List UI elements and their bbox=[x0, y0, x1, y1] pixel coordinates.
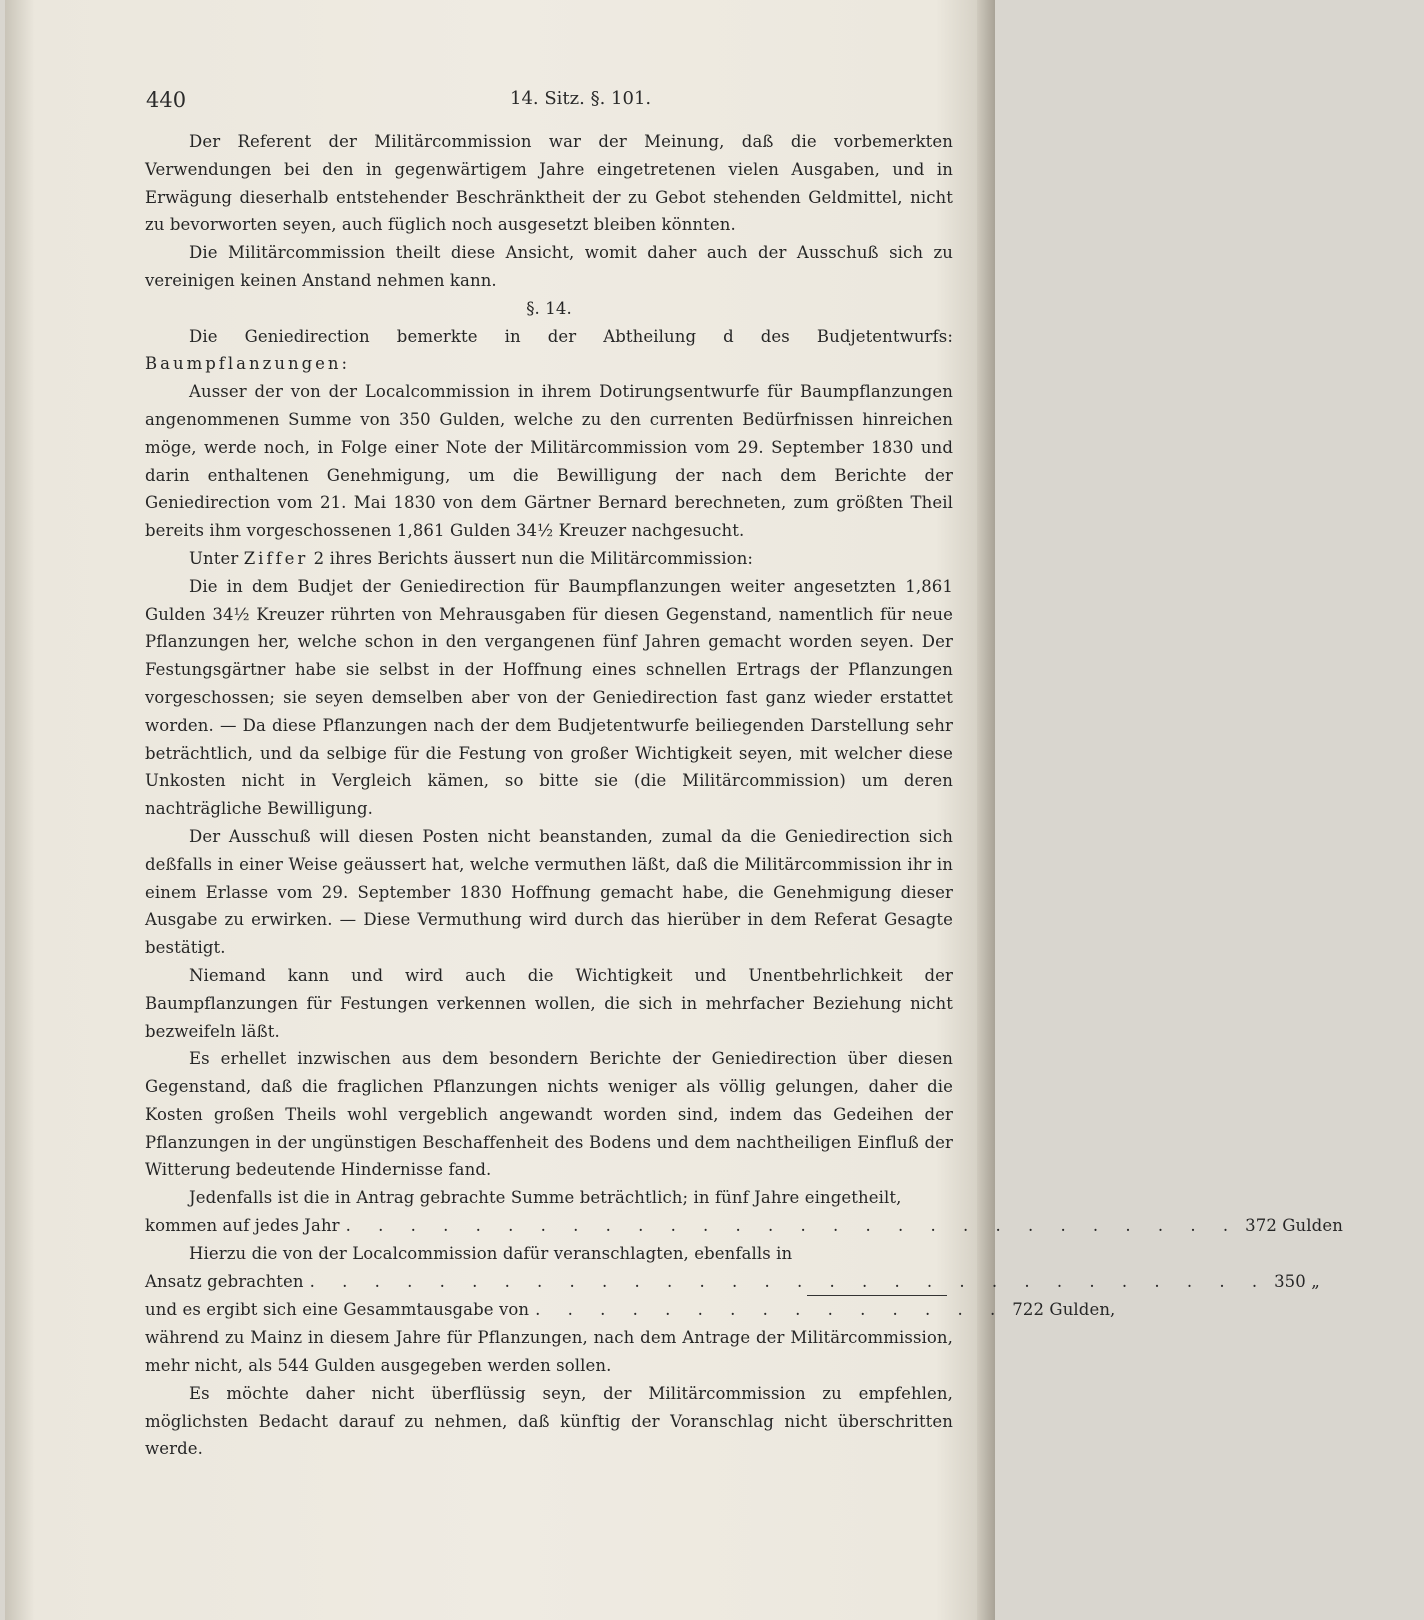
calc-row-total bbox=[145, 1296, 1116, 1324]
calc-row-local bbox=[145, 1268, 1320, 1296]
ziffer-prefix: Unter bbox=[189, 548, 239, 568]
calc-row1-label: kommen auf jedes Jahr bbox=[145, 1216, 340, 1236]
body-text bbox=[145, 128, 1343, 1463]
paragraph-closing: Es möchte daher nicht überflüssig seyn, der Militärcommission zu empfehlen, möglichsten Bedacht darauf zu nehmen, daß künftig der Voranschlag nicht überschritten werde. bbox=[145, 1383, 953, 1459]
calculation-block bbox=[145, 1184, 1343, 1380]
paragraph-erhellet: Es erhellet inzwischen aus dem besondern Berichte der Geniedirection über diesen Gegenstand, daß die fraglichen Pflanzungen nichts weniger als völlig gelungen, daher die Kosten großen Theils wohl vergeblich angewandt worden sind, indem das Gedeihen der Pflanzungen in der ungünstigen Beschaffenheit des Bodens und dem nachtheiligen Einfluß der Witterung bedeutende Hindernisse fand. bbox=[145, 1049, 953, 1180]
calc-row3-amount: 722 Gulden, bbox=[1012, 1300, 1116, 1320]
calc-intro: Jedenfalls ist die in Antrag gebrachte Summe beträchtlich; in fünf Jahre eingetheilt, bbox=[189, 1188, 902, 1208]
running-head: 14. Sitz. §. 101. bbox=[510, 88, 652, 109]
calc-row1-amount: 372 Gulden bbox=[1245, 1216, 1343, 1236]
paragraph-section-intro bbox=[145, 323, 953, 379]
page-number: 440 bbox=[146, 88, 187, 112]
calc-row-per-year bbox=[145, 1212, 1343, 1240]
paragraph-ausschuss: Der Ausschuß will diesen Posten nicht beanstanden, zumal da die Geniedirection sich deßfalls in einer Weise geäussert hat, welche vermuthen läßt, daß die Militärcommission ihr in einem Erlasse vom 29. September 1830 Hoffnung gemacht habe, die Genehmigung dieser Ausgabe zu erwirken. — Diese Vermuthung wird durch das hierüber in dem Referat Gesagte bestätigt. bbox=[145, 826, 953, 958]
paragraph-commission-view: Die Militärcommission theilt diese Ansicht, womit daher auch der Ausschuß sich zu vereinigen keinen Anstand nehmen kann. bbox=[145, 243, 953, 290]
page-edge-shadow bbox=[977, 0, 995, 1620]
calc-tail: während zu Mainz in diesem Jahre für Pflanzungen, nach dem Antrage der Militärcommission, mehr nicht, als 544 Gulden ausgegeben werden sollen. bbox=[145, 1328, 953, 1376]
page-header bbox=[0, 88, 1000, 118]
calc-row3-label: und es ergibt sich eine Gesammtausgabe von bbox=[145, 1300, 530, 1320]
section-intro-text: Die Geniedirection bemerkte in der Abtheilung d des Budjetentwurfs: bbox=[189, 326, 953, 346]
paragraph-ziffer bbox=[145, 545, 953, 573]
paragraph-budjet: Die in dem Budjet der Geniedirection für Baumpflanzungen weiter angesetzten 1,861 Gulden 34½ Kreuzer rührten von Mehrausgaben für diesen Gegenstand, namentlich für neue Pflanzungen her, welche schon in den vergangenen fünf Jahren gemacht worden seyen. Der Festungsgärtner habe sie selbst in der Hoffnung eines schnellen Ertrags der Pflanzungen vorgeschossen; sie seyen demselben aber von der Geniedirection fast ganz wieder erstattet worden. — Da diese Pflanzungen nach der dem Budjetentwurfe beiliegenden Darstellung sehr beträchtlich, und da selbige für die Festung von großer Wichtigkeit seyen, mit welcher diese Unkosten nicht in Vergleich kämen, so bitte sie (die Militärcommission) um deren nachträgliche Bewilligung. bbox=[145, 576, 953, 819]
section-heading: §. 14. bbox=[526, 298, 572, 318]
calc-row3-dots: . . . . . . . . . . . . . . . bbox=[535, 1300, 1007, 1320]
paragraph-niemand: Niemand kann und wird auch die Wichtigkeit und Unentbehrlichkeit der Baumpflanzungen für Festungen verkennen wollen, die sich in mehrfacher Beziehung nicht bezweifeln läßt. bbox=[145, 965, 953, 1041]
paragraph-ausser: Ausser der von der Localcommission in ihrem Dotirungsentwurfe für Baumpflanzungen angenommenen Summe von 350 Gulden, welche zu den currenten Bedürfnissen hinreichen möge, werde noch, in Folge einer Note der Militärcommission vom 29. September 1830 und darin enthaltenen Genehmigung, um die Bewilligung der nach dem Berichte der Geniedirection vom 21. Mai 1830 von dem Gärtner Bernard berechneten, zum größten Theil bereits ihm vorgeschossenen 1,861 Gulden 34½ Kreuzer nachgesucht. bbox=[145, 382, 953, 541]
calc-row2-label: Ansatz gebrachten bbox=[145, 1271, 304, 1291]
calc-row2-dots: . . . . . . . . . . . . . . . . . . . . . . . . . . . . . . bbox=[309, 1271, 1269, 1291]
ziffer-suffix: 2 ihres Berichts äussert nun die Militärcommission: bbox=[313, 548, 754, 568]
ziffer-spaced: Ziffer bbox=[243, 548, 309, 568]
paragraph-referent: Der Referent der Militärcommission war der Meinung, daß die vorbemerkten Verwendungen bei den in gegenwärtigem Jahre eingetretenen vielen Ausgaben, und in Erwägung dieserhalb entstehender Beschränktheit der zu Gebot stehenden Geldmittel, nicht zu bevorworten seyen, auch füglich noch ausgesetzt bleiben könnten. bbox=[145, 132, 953, 235]
calc-row1-dots: . . . . . . . . . . . . . . . . . . . . . . . . . . . . bbox=[345, 1216, 1240, 1236]
calc-row2-intro: Hierzu die von der Localcommission dafür veranschlagten, ebenfalls in bbox=[189, 1243, 793, 1263]
calc-row2-amount: 350 „ bbox=[1274, 1271, 1320, 1291]
section-intro-spaced: Baumpflanzungen: bbox=[145, 354, 351, 374]
